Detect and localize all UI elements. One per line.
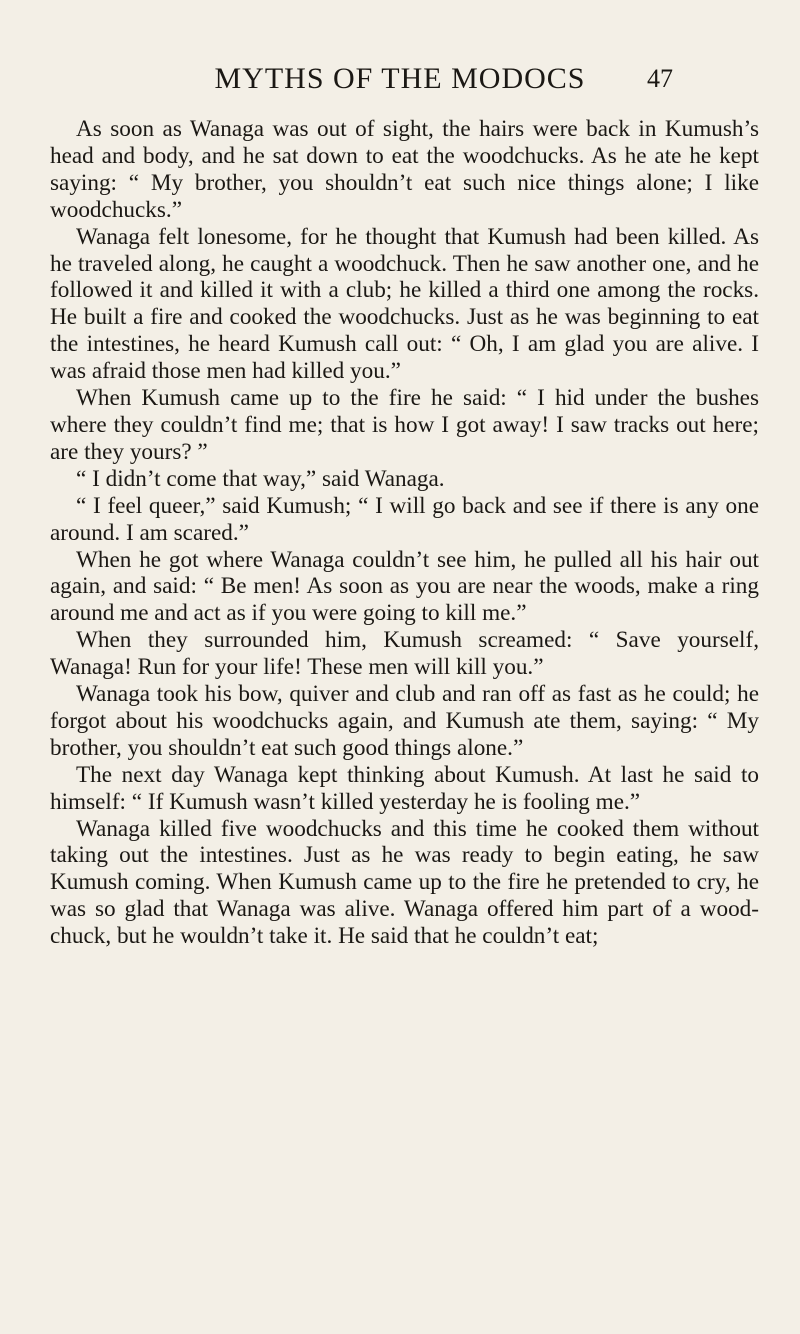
- page-number: 47: [647, 64, 673, 93]
- paragraph: Wanaga killed five woodchucks and this time he cooked them without taking out the intestines. Just as he was ready to begin eating, he saw Kumush coming. When Kumush came up to the fire he pretended to cry, he was so glad that Wanaga was alive. Wanaga offered him part of a wood-chuck, but he wouldn’t take it. He said that he couldn’t eat;: [50, 815, 759, 950]
- paragraph: Wanaga felt lonesome, for he thought that Kumush had been killed. As he traveled along, he caught a woodchuck. Then he saw another one, and he followed it and killed it with a club; he killed a third one among the rocks. He built a fire and cooked the woodchucks. Just as he was beginning to eat the intestines, he heard Kumush call out: “ Oh, I am glad you are alive. I was afraid those men had killed you.”: [50, 223, 759, 385]
- paragraph: “ I didn’t come that way,” said Wanaga.: [76, 465, 445, 492]
- paragraph: When he got where Wanaga couldn’t see him, he pulled all his hair out again, and said: “ Be men! As soon as you are near the woods, make a ring around me and act as if you were going to kill me.”: [50, 546, 759, 627]
- paragraph: When they surrounded him, Kumush screamed: “ Save yourself, Wanaga! Run for your life! These men will kill you.”: [50, 627, 759, 681]
- paragraph: The next day Wanaga kept thinking about Kumush. At last he said to himself: “ If Kumush wasn’t killed yesterday he is fooling me.”: [50, 761, 759, 815]
- running-title: MYTHS OF THE MODOCS: [214, 62, 586, 95]
- body-text: [50, 116, 759, 950]
- paragraph: “ I feel queer,” said Kumush; “ I will go back and see if there is any one around. I am scared.”: [50, 492, 759, 546]
- running-head: [0, 62, 800, 102]
- paragraph: When Kumush came up to the fire he said: “ I hid under the bushes where they couldn’t find me; that is how I got away! I saw tracks out here; are they yours? ”: [50, 385, 759, 465]
- paragraph: Wanaga took his bow, quiver and club and ran off as fast as he could; he forgot about his woodchucks again, and Kumush ate them, saying: “ My brother, you shouldn’t eat such good things alone.”: [50, 681, 759, 761]
- paragraph: As soon as Wanaga was out of sight, the hairs were back in Kumush’s head and body, and he sat down to eat the woodchucks. As he ate he kept saying: “ My brother, you shouldn’t eat such nice things alone; I like woodchucks.”: [50, 116, 759, 223]
